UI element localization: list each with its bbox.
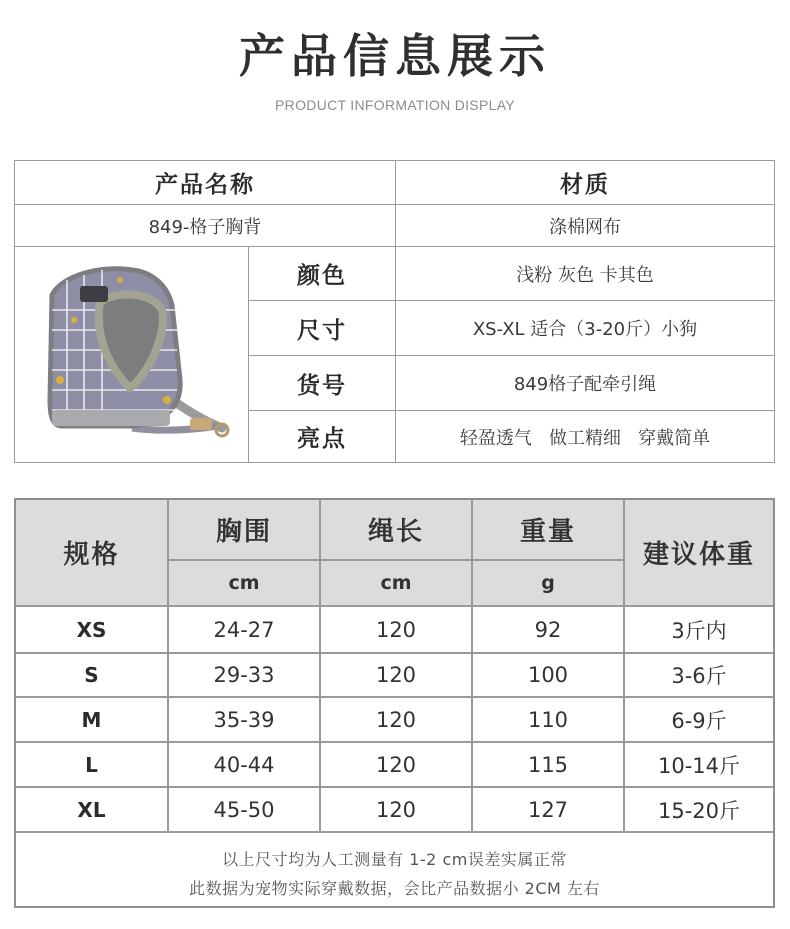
table-row-suggest: 10-14斤 xyxy=(657,753,741,778)
chest-unit: cm xyxy=(228,572,260,594)
highlights-label: 亮点 xyxy=(297,426,347,452)
table-row-leash: 120 xyxy=(375,707,417,732)
table-row-chest: 40-44 xyxy=(213,752,275,777)
table-row-suggest: 15-20斤 xyxy=(657,798,741,823)
table-row-suggest: 3斤内 xyxy=(671,618,727,643)
leash-unit: cm xyxy=(380,572,412,594)
product-info-table xyxy=(14,160,775,463)
table-row-spec: L xyxy=(85,752,98,777)
table-row-spec: XL xyxy=(77,797,106,822)
chest-header: 胸围 xyxy=(215,517,272,547)
page-subtitle: PRODUCT INFORMATION DISPLAY xyxy=(275,97,515,113)
weight-header: 重量 xyxy=(519,517,576,547)
table-row-suggest: 3-6斤 xyxy=(671,664,727,688)
material-header: 材质 xyxy=(560,172,610,198)
size-value: XS-XL 适合（3-20斤）小狗 xyxy=(472,319,698,340)
table-row-weight: 115 xyxy=(527,752,569,777)
pet-harness-image xyxy=(15,247,248,463)
table-row-weight: 92 xyxy=(534,617,562,642)
color-label: 颜色 xyxy=(297,263,347,289)
suggested-weight-header: 建议体重 xyxy=(642,540,755,570)
table-row-spec: S xyxy=(84,663,99,687)
leash-header: 绳长 xyxy=(367,517,424,547)
table-row-chest: 35-39 xyxy=(213,707,275,732)
highlights-value: 轻盈透气 做工精细 穿戴简单 xyxy=(459,427,711,449)
product-name-header: 产品名称 xyxy=(155,172,255,198)
material-value: 涤棉网布 xyxy=(549,216,621,238)
table-row-leash: 120 xyxy=(375,752,417,777)
table-row-weight: 110 xyxy=(527,707,569,732)
table-row-leash: 120 xyxy=(375,797,417,822)
harness-icon xyxy=(22,250,242,460)
size-chart-table xyxy=(14,498,775,908)
table-row-weight: 127 xyxy=(527,797,569,822)
table-row-suggest: 6-9斤 xyxy=(671,708,727,733)
table-row-chest: 24-27 xyxy=(213,617,275,642)
page-title: 产品信息展示 xyxy=(239,29,551,83)
table-row-weight: 100 xyxy=(527,663,569,687)
item-number-label: 货号 xyxy=(297,372,347,399)
spec-header: 规格 xyxy=(63,540,120,570)
table-row-leash: 120 xyxy=(375,663,417,687)
product-name-value: 849-格子胸背 xyxy=(148,216,262,238)
wearing-note: 此数据为宠物实际穿戴数据，会比产品数据小 2CM 左右 xyxy=(189,878,600,898)
color-value: 浅粉 灰色 卡其色 xyxy=(516,264,654,286)
table-row-chest: 29-33 xyxy=(213,663,275,687)
table-row-spec: XS xyxy=(76,617,107,642)
weight-unit: g xyxy=(541,572,555,594)
table-row-chest: 45-50 xyxy=(213,797,275,822)
table-row-spec: M xyxy=(81,707,102,732)
measurement-note: 以上尺寸均为人工测量有 1-2 cm误差实属正常 xyxy=(222,849,567,869)
item-number-value: 849格子配牵引绳 xyxy=(513,374,657,395)
size-label: 尺寸 xyxy=(297,317,347,344)
table-row-leash: 120 xyxy=(375,617,417,642)
